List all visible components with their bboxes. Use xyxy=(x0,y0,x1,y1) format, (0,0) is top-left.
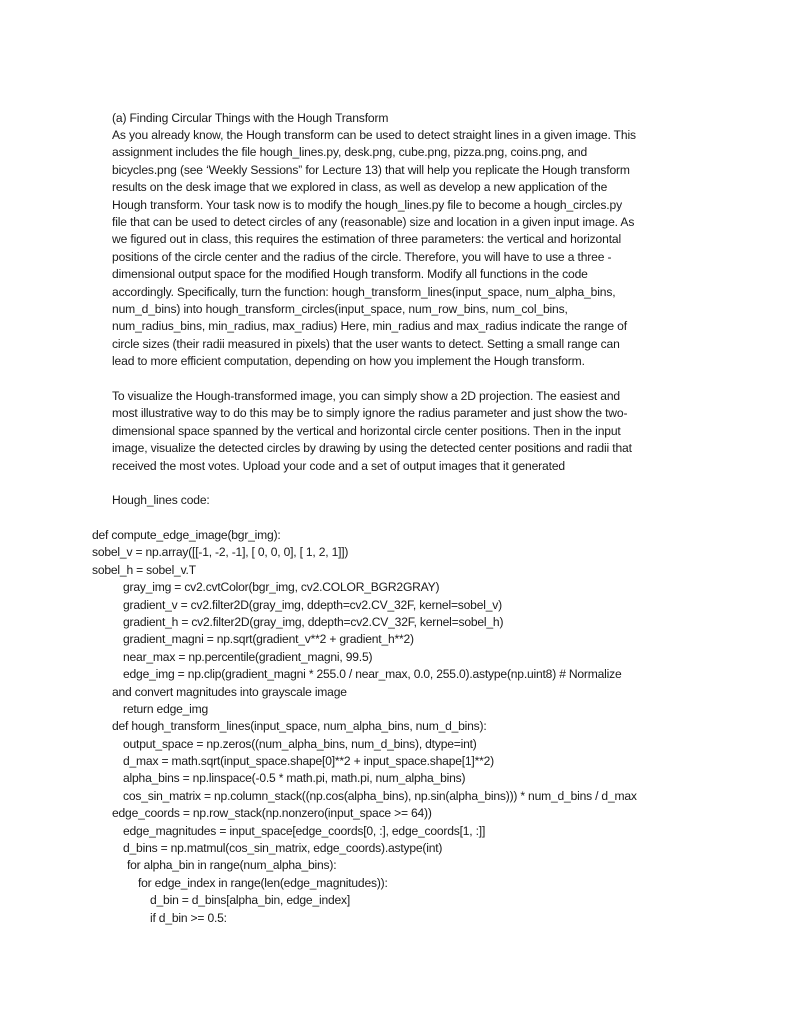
paragraph-line: circle sizes (their radii measured in pixels) that the user wants to detect. Setting a small range can xyxy=(112,336,620,351)
heading-text: (a) Finding Circular Things with the Hough Transform xyxy=(112,111,389,125)
paragraph-line: dimensional output space for the modified Hough transform. Modify all functions in the code xyxy=(112,267,588,282)
paragraph-line: dimensional space spanned by the vertical and horizontal circle center positions. Then in the input xyxy=(112,423,621,438)
paragraph-line: received the most votes. Upload your code and a set of output images that it generated xyxy=(112,458,565,473)
assignment-paragraph-2 xyxy=(112,388,702,475)
paragraph-line: positions of the circle center and the radius of the circle. Therefore, you will have to use a three - xyxy=(112,249,612,264)
code-label-text: Hough_lines code: xyxy=(112,493,210,507)
code-line: gray_img = cv2.cvtColor(bgr_img, cv2.COLOR_BGR2GRAY) xyxy=(123,580,440,595)
paragraph-line: assignment includes the file hough_lines.py, desk.png, cube.png, pizza.png, coins.png, and xyxy=(112,145,588,160)
code-line: d_bin = d_bins[alpha_bin, edge_index] xyxy=(150,893,351,908)
code-line: edge_coords = np.row_stack(np.nonzero(input_space >= 64)) xyxy=(112,806,432,821)
paragraph-line: file that can be used to detect circles of any (reasonable) size and location in a given input image. As xyxy=(112,214,635,229)
code-line: if d_bin >= 0.5: xyxy=(150,910,227,925)
paragraph-line: As you already know, the Hough transform can be used to detect straight lines in a given image. This xyxy=(112,128,636,142)
code-label xyxy=(112,492,702,509)
paragraph-line: lead to more efficient computation, depending on how you implement the Hough transform. xyxy=(112,354,585,369)
paragraph-line: bicycles.png (see ‘Weekly Sessions” for Lecture 13) that will help you replicate the Hough transform xyxy=(112,162,630,177)
code-line: return edge_img xyxy=(123,701,209,716)
paragraph-line: To visualize the Hough-transformed image, you can simply show a 2D projection. The easiest and xyxy=(112,389,620,403)
code-line: alpha_bins = np.linspace(-0.5 * math.pi, math.pi, num_alpha_bins) xyxy=(123,771,466,786)
code-line: gradient_magni = np.sqrt(gradient_v**2 + gradient_h**2) xyxy=(123,632,414,647)
code-line: for alpha_bin in range(num_alpha_bins): xyxy=(127,858,337,873)
paragraph-line: accordingly. Specifically, turn the function: hough_transform_lines(input_space, num_alpha_bins, xyxy=(112,284,616,299)
paragraph-line: Hough transform. Your task now is to modify the hough_lines.py file to become a hough_circles.py xyxy=(112,197,622,212)
code-line: cos_sin_matrix = np.column_stack((np.cos(alpha_bins), np.sin(alpha_bins))) * num_d_bins / d_max xyxy=(123,788,637,803)
code-line: and convert magnitudes into grayscale image xyxy=(112,684,347,699)
code-line: for edge_index in range(len(edge_magnitudes)): xyxy=(138,875,388,890)
paragraph-line: results on the desk image that we explored in class, as well as develop a new application of the xyxy=(112,180,608,195)
code-line: d_bins = np.matmul(cos_sin_matrix, edge_coords).astype(int) xyxy=(123,841,443,856)
section-heading xyxy=(112,110,702,127)
code-line: edge_img = np.clip(gradient_magni * 255.0 / near_max, 0.0, 255.0).astype(np.uint8) # Normalize xyxy=(123,667,622,682)
code-line: gradient_h = cv2.filter2D(gray_img, ddepth=cv2.CV_32F, kernel=sobel_h) xyxy=(123,614,504,629)
code-listing xyxy=(92,527,732,927)
paragraph-line: most illustrative way to do this may be to simply ignore the radius parameter and just show the two- xyxy=(112,406,628,421)
code-line: sobel_h = sobel_v.T xyxy=(92,562,196,577)
code-line: near_max = np.percentile(gradient_magni, 99.5) xyxy=(123,649,373,664)
code-line: d_max = math.sqrt(input_space.shape[0]**2 + input_space.shape[1]**2) xyxy=(123,754,494,769)
paragraph-line: image, visualize the detected circles by drawing by using the detected center positions and radii that xyxy=(112,441,632,456)
paragraph-line: num_d_bins) into hough_transform_circles(input_space, num_row_bins, num_col_bins, xyxy=(112,301,568,316)
code-line: edge_magnitudes = input_space[edge_coords[0, :], edge_coords[1, :]] xyxy=(123,823,486,838)
code-line: gradient_v = cv2.filter2D(gray_img, ddepth=cv2.CV_32F, kernel=sobel_v) xyxy=(123,597,502,612)
paragraph-line: we figured out in class, this requires the estimation of three parameters: the vertical and horizontal xyxy=(112,232,622,247)
assignment-paragraph-1 xyxy=(112,127,702,370)
code-line: def compute_edge_image(bgr_img): xyxy=(92,528,281,542)
code-line: output_space = np.zeros((num_alpha_bins, num_d_bins), dtype=int) xyxy=(123,736,477,751)
paragraph-line: num_radius_bins, min_radius, max_radius) Here, min_radius and max_radius indicate the range of xyxy=(112,319,627,334)
code-line: def hough_transform_lines(input_space, num_alpha_bins, num_d_bins): xyxy=(112,719,487,734)
code-line: sobel_v = np.array([[-1, -2, -1], [ 0, 0, 0], [ 1, 2, 1]]) xyxy=(92,545,349,560)
